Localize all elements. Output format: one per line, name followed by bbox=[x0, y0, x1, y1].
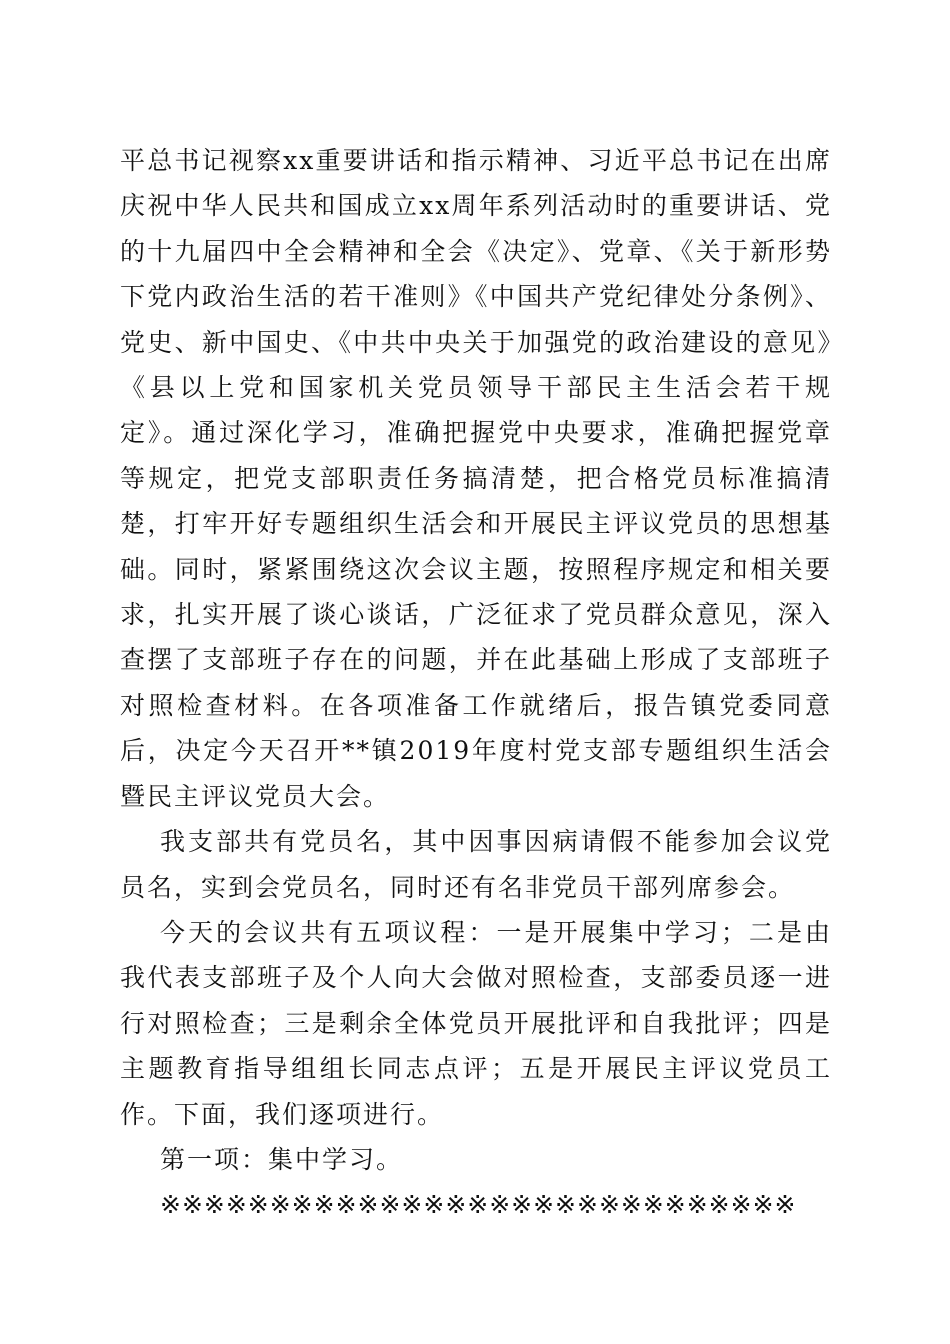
paragraph-attendance: 我支部共有党员名，其中因事因病请假不能参加会议党员名，实到会党员名，同时还有名非党员干部列席参会。 bbox=[120, 827, 832, 902]
paragraph-continuation: 平总书记视察xx重要讲话和指示精神、习近平总书记在出席庆祝中华人民共和国成立xx周年系列活动时的重要讲话、党的十九届四中全会精神和全会《决定》、党章、《关于新形势下党内政治生活的若干准则》《中国共产党纪律处分条例》、党史、新中国史、《中共中央关于加强党的政治建设的意见》《县以上党和国家机关党员领导干部民主生活会若干规定》。通过深化学习，准确把握党中央要求，准确把握党章等规定，把党支部职责任务搞清楚，把合格党员标准搞清楚，打牢开好专题组织生活会和开展民主评议党员的思想基础。同时，紧紧围绕这次会议主题，按照程序规定和相关要求，扎实开展了谈心谈话，广泛征求了党员群众意见，深入查摆了支部班子存在的问题，并在此基础上形成了支部班子对照检查材料。在各项准备工作就绪后，报告镇党委同意后，决定今天召开**镇2019年度村党支部专题组织生活会暨民主评议党员大会。 bbox=[120, 146, 832, 811]
document-body bbox=[120, 138, 832, 1228]
paragraph-agenda: 今天的会议共有五项议程：一是开展集中学习；二是由我代表支部班子及个人向大会做对照检查，支部委员逐一进行对照检查；三是剩余全体党员开展批评和自我批评；四是主题教育指导组组长同志点评；五是开展民主评议党员工作。下面，我们逐项进行。 bbox=[120, 917, 832, 1129]
separator-line: ※※※※※※※※※※※※※※※※※※※※※※※※※※※※※ bbox=[160, 1190, 797, 1220]
section-heading: 第一项：集中学习。 bbox=[160, 1144, 404, 1174]
